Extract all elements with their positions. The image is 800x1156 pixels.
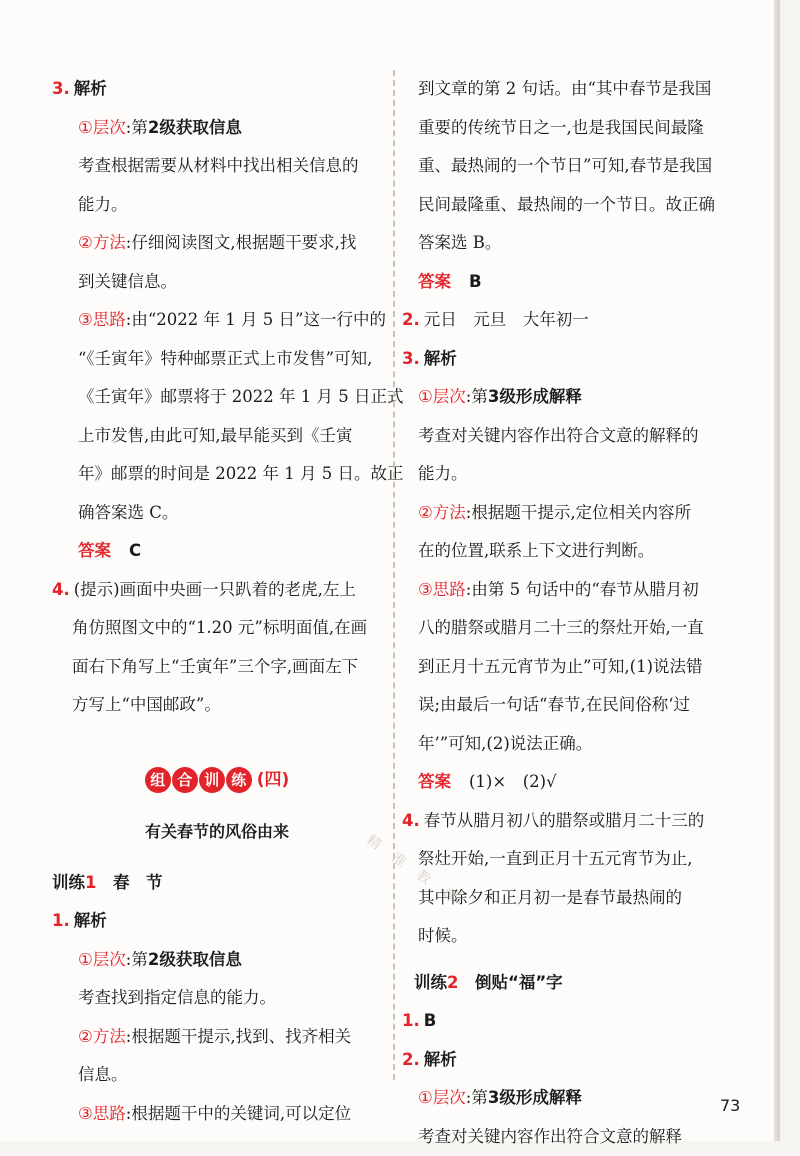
banner-char: 合 — [172, 767, 198, 793]
q3-level-line: ①层次:第2级获取信息 — [52, 109, 382, 148]
q2-line: 2. 元日 元旦 大年初一 — [402, 301, 748, 340]
q3-idea-line: ③思路:由“2022 年 1 月 5 日”这一行中的 — [52, 301, 382, 340]
text-line: 能力。 — [418, 455, 748, 494]
q3-answer: 答案 C — [52, 532, 382, 571]
text-line: 时候。 — [418, 917, 748, 956]
section-banner — [52, 753, 382, 800]
banner-char: 组 — [145, 767, 171, 793]
q4-line: 4. (提示)画面中央画一只趴着的老虎,左上 — [52, 571, 382, 610]
training-2-heading: 训练2 倒贴“福”字 — [414, 964, 748, 1003]
q3-heading: 3. 解析 — [52, 70, 382, 109]
banner-char: 训 — [199, 767, 225, 793]
q3-answer: 答案 (1)× (2)√ — [418, 763, 748, 802]
training-1-heading: 训练1 春 节 — [52, 864, 382, 903]
text-line: 到正月十五元宵节为止”可知,(1)说法错 — [418, 648, 748, 687]
text-line: 八的腊祭或腊月二十三的祭灶开始,一直 — [418, 609, 748, 648]
left-column — [52, 70, 382, 1133]
text-line: 年》邮票的时间是 2022 年 1 月 5 日。故正 — [52, 455, 382, 494]
q3-level-line: ①层次:第3级形成解释 — [418, 378, 748, 417]
t1q1-level-line: ①层次:第2级获取信息 — [52, 941, 382, 980]
text-line: 角仿照图文中的“1.20 元”标明面值,在画 — [52, 609, 382, 648]
q3-heading: 3. 解析 — [402, 340, 748, 379]
text-line: 年’”可知,(2)说法正确。 — [418, 725, 748, 764]
text-line: 到关键信息。 — [52, 263, 382, 302]
page-number: 73 — [720, 1096, 740, 1115]
q3-method-line: ②方法:根据题干提示,定位相关内容所 — [418, 494, 748, 533]
text-line: 重要的传统节日之一,也是我国民间最隆 — [418, 109, 748, 148]
t2q2-heading: 2. 解析 — [402, 1041, 748, 1080]
text-line: 其中除夕和正月初一是春节最热闹的 — [418, 879, 748, 918]
text-line: 方写上“中国邮政”。 — [52, 686, 382, 725]
r-answer: 答案 B — [418, 263, 748, 302]
section-subtitle: 有关春节的风俗由来 — [52, 813, 382, 852]
t2q2-level-line: ①层次:第3级形成解释 — [418, 1079, 748, 1118]
text-line: 确答案选 C。 — [52, 494, 382, 533]
t1q1-method-line: ②方法:根据题干提示,找到、找齐相关 — [52, 1018, 382, 1057]
q3-idea-line: ③思路:由第 5 句话中的“春节从腊月初 — [418, 571, 748, 610]
right-column — [418, 70, 748, 1156]
text-line: 考查对关键内容作出符合文意的解释的 — [418, 417, 748, 456]
text-line: 考查根据需要从材料中找出相关信息的 — [52, 147, 382, 186]
q3-method-line: ②方法:仔细阅读图文,根据题干要求,找 — [52, 224, 382, 263]
text-line: 考查对关键内容作出符合文意的解释 — [418, 1118, 748, 1156]
banner-char: 练 — [226, 767, 252, 793]
t2q1-line: 1. B — [402, 1002, 748, 1041]
banner-paren: (四) — [257, 761, 290, 800]
q4-line: 4. 春节从腊月初八的腊祭或腊月二十三的 — [402, 802, 748, 841]
text-line: 民间最隆重、最热闹的一个节日。故正确 — [418, 186, 748, 225]
text-line: 面右下角写上“壬寅年”三个字,画面左下 — [52, 648, 382, 687]
text-line: 重、最热闹的一个节日”可知,春节是我国 — [418, 147, 748, 186]
text-line: 上市发售,由此可知,最早能买到《壬寅 — [52, 417, 382, 456]
text-line: 答案选 B。 — [418, 224, 748, 263]
t1q1-idea-line: ③思路:根据题干中的关键词,可以定位 — [52, 1095, 382, 1134]
text-line: “《壬寅年》特种邮票正式上市发售”可知, — [52, 340, 382, 379]
text-line: 误;由最后一句话“春节,在民间俗称‘过 — [418, 686, 748, 725]
text-line: 在的位置,联系上下文进行判断。 — [418, 532, 748, 571]
t1q1-heading: 1. 解析 — [52, 902, 382, 941]
watermark: 精 准 教 育 — [311, 830, 489, 1000]
text-line: 到文章的第 2 句话。由“其中春节是我国 — [418, 70, 748, 109]
text-line: 信息。 — [52, 1056, 382, 1095]
text-line: 祭灶开始,一直到正月十五元宵节为止, — [418, 840, 748, 879]
text-line: 《壬寅年》邮票将于 2022 年 1 月 5 日正式 — [52, 378, 382, 417]
text-line: 能力。 — [52, 186, 382, 225]
text-line: 考查找到指定信息的能力。 — [52, 979, 382, 1018]
